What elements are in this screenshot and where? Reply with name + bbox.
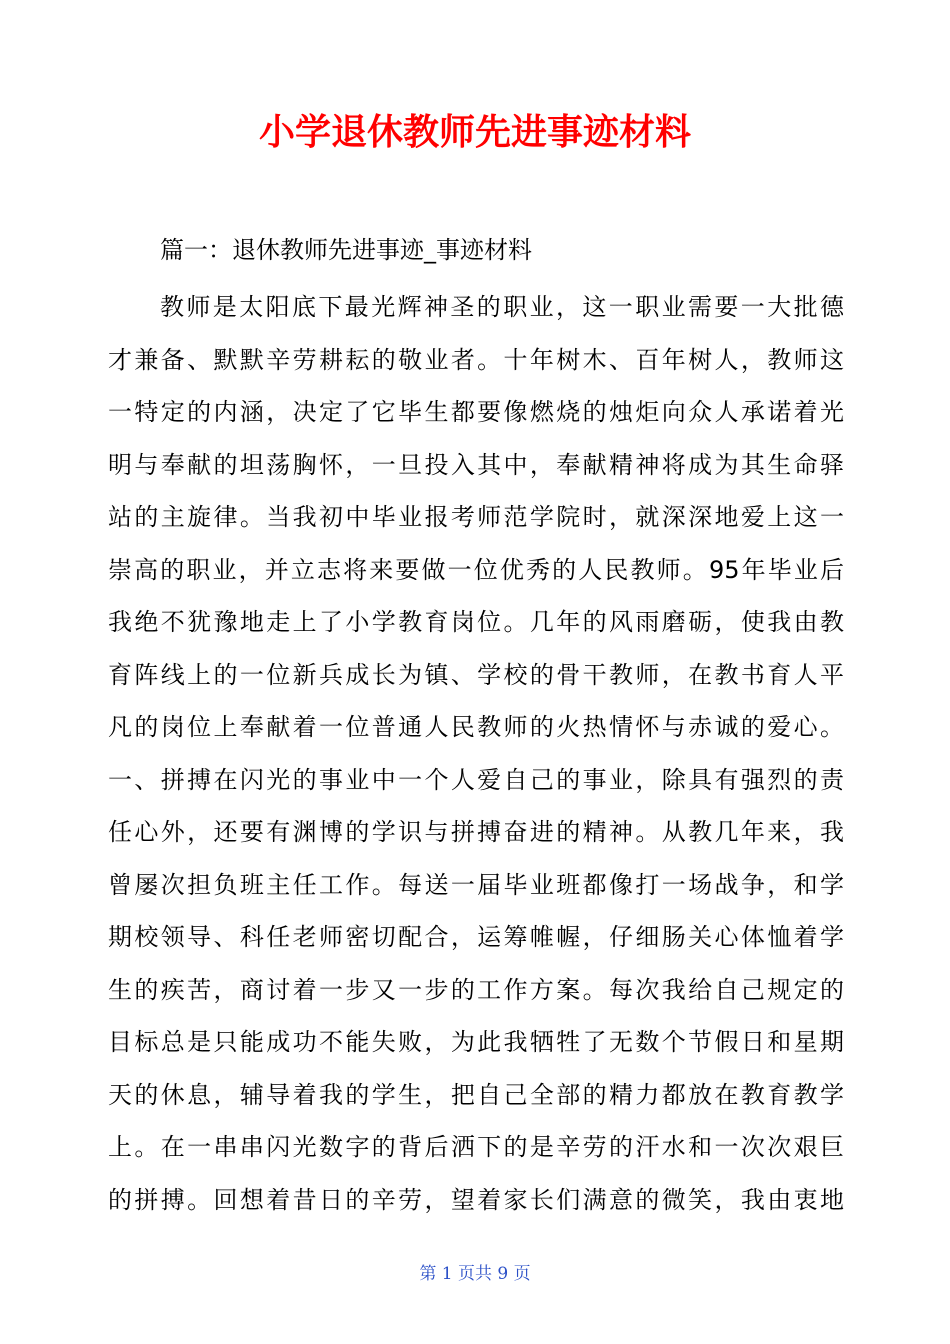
body-line: 站的主旋律。当我初中毕业报考师范学院时，就深深地爱上这一 — [108, 503, 844, 531]
body-line: 我绝不犹豫地走上了小学教育岗位。几年的风雨磨砺，使我由教 — [108, 608, 844, 636]
body-line: 才兼备、默默辛劳耕耘的敬业者。十年树木、百年树人，教师这 — [108, 345, 844, 374]
body-line: 育阵线上的一位新兵成长为镇、学校的骨干教师，在教书育人平 — [108, 660, 844, 689]
body-line: 崇高的职业，并立志将来要做一位优秀的人民教师。95年毕业后 — [108, 555, 844, 584]
body-line: 一特定的内涵，决定了它毕生都要像燃烧的烛炬向众人承诺着光 — [108, 398, 844, 426]
page-number-footer: 第 1 页共 9 页 — [419, 1264, 531, 1284]
body-line: 天的休息，辅导着我的学生，把自己全部的精力都放在教育教学 — [108, 1080, 844, 1109]
body-line: 的拼搏。回想着昔日的辛劳，望着家长们满意的微笑，我由衷地 — [108, 1185, 844, 1214]
body-text — [108, 281, 844, 1226]
body-line: 目标总是只能成功不能失败，为此我牺牲了无数个节假日和星期 — [108, 1028, 844, 1056]
body-line: 任心外，还要有渊博的学识与拼搏奋进的精神。从教几年来，我 — [108, 818, 844, 846]
document-title: 小学退休教师先进事迹材料 — [258, 112, 691, 153]
body-line: 曾屡次担负班主任工作。每送一届毕业班都像打一场战争，和学 — [108, 870, 844, 899]
body-line: 生的疾苦，商讨着一步又一步的工作方案。每次我给自己规定的 — [108, 975, 844, 1004]
body-line: 明与奉献的坦荡胸怀，一旦投入其中，奉献精神将成为其生命驿 — [108, 450, 844, 479]
body-line: 教师是太阳底下最光辉神圣的职业，这一职业需要一大批德 — [160, 293, 844, 321]
body-line: 凡的岗位上奉献着一位普通人民教师的火热情怀与赤诚的爱心。 — [108, 713, 844, 741]
body-line: 一、拼搏在闪光的事业中一个人爱自己的事业，除具有强烈的责 — [108, 765, 844, 794]
section-heading: 篇一：退休教师先进事迹_事迹材料 — [160, 236, 532, 264]
body-line: 期校领导、科任老师密切配合，运筹帷幄，仔细肠关心体恤着学 — [108, 923, 844, 951]
body-line: 上。在一串串闪光数字的背后洒下的是辛劳的汗水和一次次艰巨 — [108, 1133, 844, 1161]
